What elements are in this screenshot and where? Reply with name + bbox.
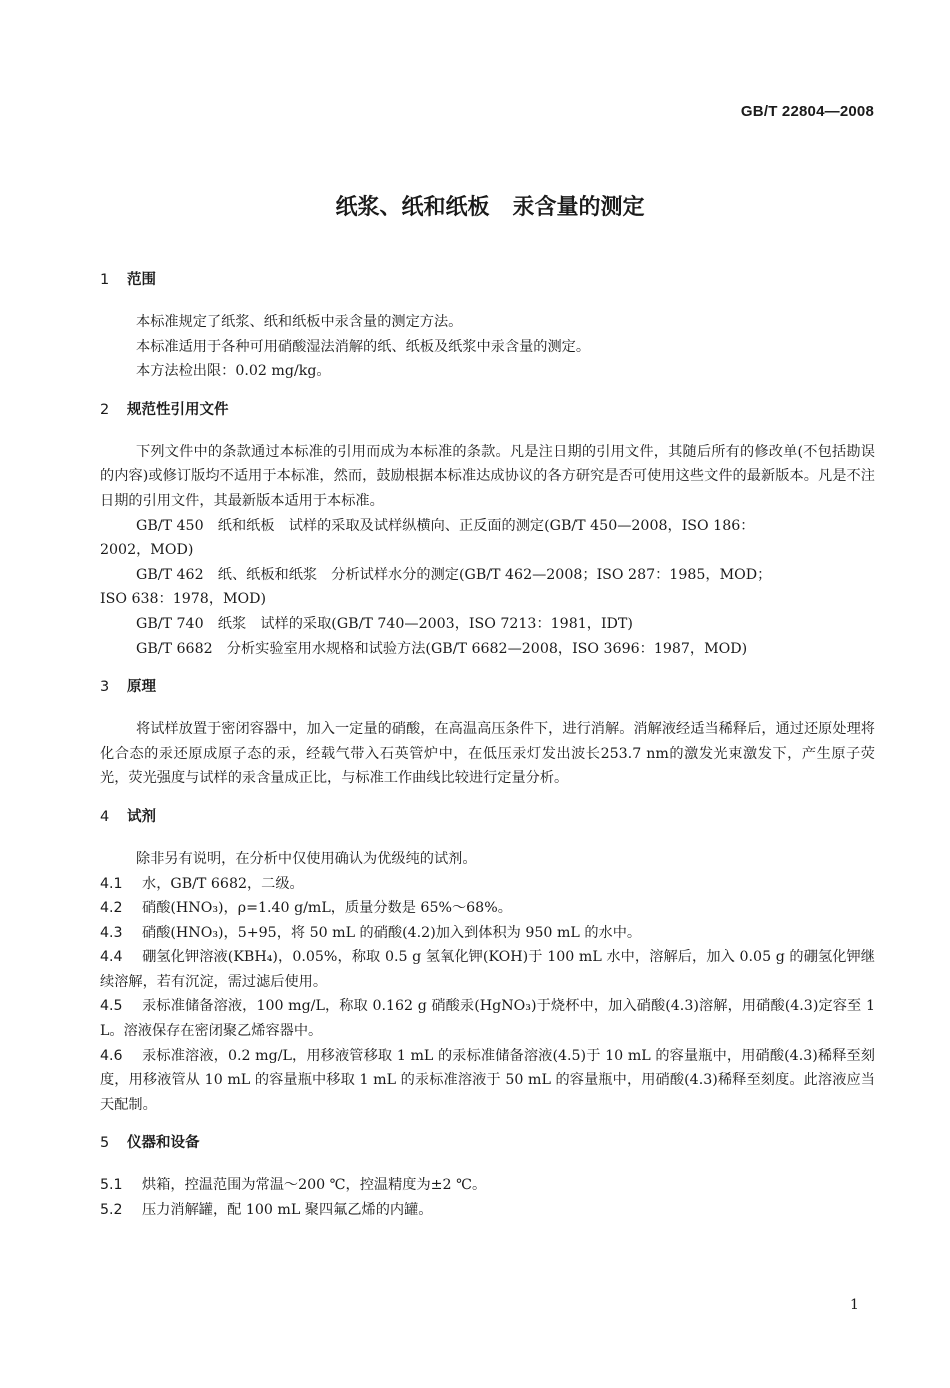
- clause-number: 4.1: [100, 875, 123, 892]
- reference-entry-continued: 2002，MOD): [100, 542, 194, 559]
- section-number: 1: [100, 272, 110, 288]
- clause-text: 压力消解罐，配 100 mL 聚四氟乙烯的内罐。: [142, 1202, 433, 1219]
- section-number: 3: [100, 679, 110, 696]
- clause-number: 4.2: [100, 900, 123, 917]
- section-title: 范围: [127, 272, 156, 288]
- section-title: 试剂: [127, 808, 156, 825]
- paragraph: 将试样放置于密闭容器中，加入一定量的硝酸，在高温高压条件下，进行消解。消解液经适当稀释后，通过还原处理将化合态的汞还原成原子态的汞，经载气带入石英管炉中，在低压汞灯发出波长253.7 nm的激发光束激发下，产生原子荧光，荧光强度与试样的汞含量成正比，与标准工作曲线比较进行定量分析。: [100, 721, 875, 787]
- section-number: 2: [100, 401, 110, 418]
- paragraph: 下列文件中的条款通过本标准的引用而成为本标准的条款。凡是注日期的引用文件，其随后所有的修改单(不包括勘误的内容)或修订版均不适用于本标准，然而，鼓励根据本标准达成协议的各方研究是否可使用这些文件的最新版本。凡是不注日期的引用文件，其最新版本适用于本标准。: [100, 443, 875, 509]
- section-number: 5: [100, 1135, 110, 1152]
- clause-number: 4.5: [100, 998, 123, 1015]
- reference-entry: GB/T 450 纸和纸板 试样的采取及试样纵横向、正反面的测定(GB/T 450—2008，ISO 186：: [136, 517, 755, 534]
- reference-entry: GB/T 6682 分析实验室用水规格和试验方法(GB/T 6682—2008，ISO 3696：1987，MOD): [136, 640, 748, 657]
- clause-text: 水，GB/T 6682，二级。: [142, 875, 304, 892]
- list-item: [100, 872, 875, 897]
- apparatus-block: [100, 1173, 875, 1222]
- section-title: 仪器和设备: [127, 1135, 200, 1152]
- section-heading-apparatus: [100, 1133, 875, 1153]
- section-heading-principle: [100, 677, 875, 697]
- section-title: 原理: [127, 679, 156, 696]
- section-title: 规范性引用文件: [127, 401, 229, 418]
- list-item: [100, 921, 875, 946]
- reference-entry: GB/T 462 纸、纸板和纸浆 分析试样水分的测定(GB/T 462—2008；ISO 287：1985，MOD；: [136, 566, 772, 583]
- paragraph: 除非另有说明，在分析中仅使用确认为优级纯的试剂。: [136, 850, 477, 867]
- clause-number: 5.2: [100, 1202, 123, 1219]
- clause-number: 4.4: [100, 949, 123, 966]
- principle-block: [100, 717, 875, 791]
- clause-text: 硝酸(HNO₃)，5+95，将 50 mL 的硝酸(4.2)加入到体积为 950 mL 的水中。: [142, 924, 642, 941]
- list-item: [100, 896, 875, 921]
- clause-number: 4.3: [100, 924, 123, 941]
- clause-text: 硝酸(HNO₃)，ρ=1.40 g/mL，质量分数是 65%～68%。: [142, 900, 512, 917]
- clause-text: 烘箱，控温范围为常温～200 ℃，控温精度为±2 ℃。: [142, 1177, 487, 1194]
- section-heading-scope: [100, 270, 875, 290]
- document-body: [100, 270, 875, 1223]
- list-item: [100, 1198, 875, 1223]
- standard-number: GB/T 22804—2008: [740, 103, 874, 120]
- section-number: 4: [100, 808, 110, 825]
- reference-entry-continued: ISO 638：1978，MOD): [100, 591, 267, 608]
- clause-text: 汞标准溶液，0.2 mg/L，用移液管移取 1 mL 的汞标准储备溶液(4.5)于 10 mL 的容量瓶中，用硝酸(4.3)稀释至刻度，用移液管从 10 mL 的容量瓶中移取 1 mL 的汞标准溶液于 50 mL 的容量瓶中，用硝酸(4.3)稀释至刻度。此溶液应当天配制。: [100, 1047, 875, 1113]
- clause-text: 硼氢化钾溶液(KBH₄)，0.05%，称取 0.5 g 氢氧化钾(KOH)于 100 mL 水中，溶解后，加入 0.05 g 的硼氢化钾继续溶解，若有沉淀，需过滤后使用。: [100, 949, 875, 990]
- reference-entry: GB/T 740 纸浆 试样的采取(GB/T 740—2003，ISO 7213：1981，IDT): [136, 615, 633, 632]
- reagents-block: [100, 847, 875, 1118]
- clause-text: 汞标准储备溶液，100 mg/L，称取 0.162 g 硝酸汞(HgNO₃)于烧杯中，加入硝酸(4.3)溶解，用硝酸(4.3)定容至 1 L。溶液保存在密闭聚乙烯容器中。: [100, 998, 875, 1040]
- paragraph: 本标准适用于各种可用硝酸湿法消解的纸、纸板及纸浆中汞含量的测定。: [136, 338, 591, 355]
- clause-number: 4.6: [100, 1047, 123, 1064]
- list-item: [100, 945, 875, 994]
- list-item: [100, 994, 875, 1043]
- paragraph: 本方法检出限：0.02 mg/kg。: [136, 363, 331, 380]
- clause-number: 5.1: [100, 1177, 123, 1194]
- list-item: [100, 1173, 875, 1198]
- scope-paragraphs: [100, 310, 875, 384]
- section-heading-normative-references: [100, 400, 875, 420]
- section-heading-reagents: [100, 807, 875, 827]
- document-title: 纸浆、纸和纸板 汞含量的测定: [335, 195, 645, 220]
- list-item: [100, 1044, 875, 1118]
- page-number: 1: [850, 1297, 859, 1313]
- paragraph: 本标准规定了纸浆、纸和纸板中汞含量的测定方法。: [136, 314, 463, 330]
- references-block: [100, 440, 875, 661]
